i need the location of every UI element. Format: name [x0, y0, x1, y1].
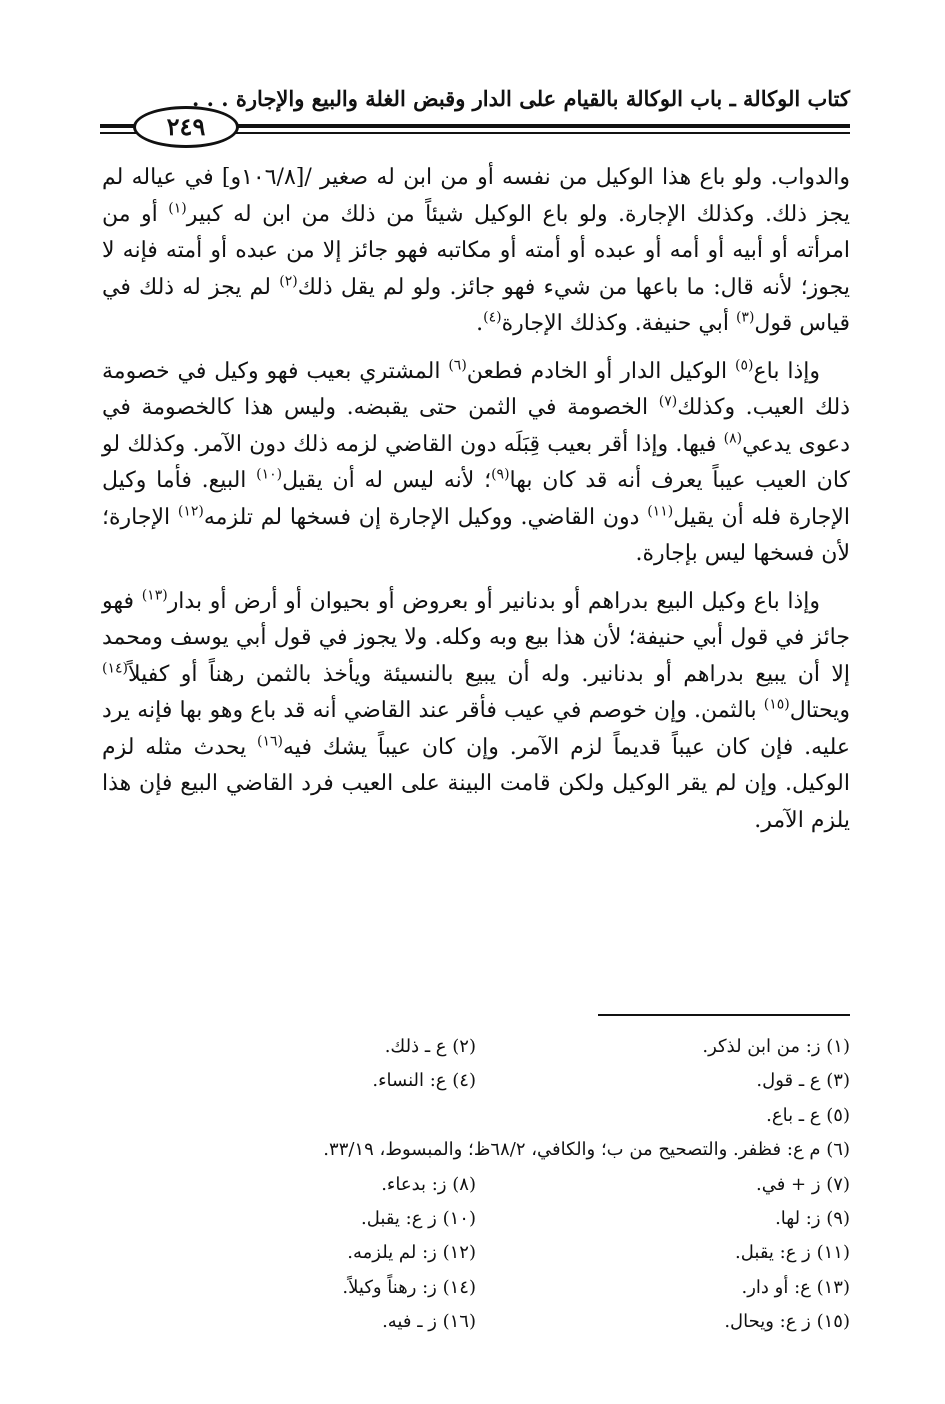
text-run: يحدث مثله لزم الوكيل. وإن لم يقر الوكيل ولكن قامت البينة على العيب فرد القاضي البيع فإن هذا يلزم الآمر. [102, 734, 850, 833]
footnote-marker: (٢) [279, 273, 298, 290]
footnote-marker: (٤) [483, 309, 502, 326]
footnote-15: (١٥) ز ع: ويحال. [724, 1311, 850, 1333]
paragraph-1 [102, 160, 850, 343]
text-run: البيع. فأما وكيل الإجارة فله أن يقيل [102, 468, 850, 530]
footnote-marker: (٨) [723, 430, 743, 447]
footnote-marker: (٩) [491, 466, 510, 483]
paragraph-2 [102, 354, 850, 573]
text-run: وإذا باع [753, 358, 820, 384]
text-run: فيها. وإذا أقر بعيب قِبَلَه دون القاضي لزمه ذلك دون الآمر. وكذلك لو كان العيب عيباً يعرف أنه قد كان بها [102, 431, 850, 493]
footnote-row [102, 1271, 850, 1305]
footnote-11: (١١) ز ع: يقبل. [735, 1242, 850, 1264]
footnote-1: (١) ز: من ابن لذكر. [702, 1036, 850, 1057]
text-run: دون القاضي. ووكيل الإجارة إن فسخها لم تلزمه [203, 504, 648, 530]
text-run: ويحتال [789, 698, 850, 723]
footnote-separator [598, 1014, 850, 1016]
footnote-9: (٩) ز: لها. [775, 1207, 850, 1229]
footnote-2: (٢) ع ـ ذلك. [384, 1036, 476, 1057]
footnotes [102, 1030, 850, 1340]
page-number: ٢٤٩ [133, 106, 239, 148]
footnote-marker: (٣) [735, 309, 755, 326]
footnote-marker: (١٤) [102, 660, 128, 677]
footnote-row [102, 1305, 850, 1339]
text-run: أبي حنيفة. وكذلك الإجارة [501, 311, 736, 336]
running-title: كتاب الوكالة ـ باب الوكالة بالقيام على الدار وقبض الغلة والبيع والإجارة . . . [192, 86, 850, 111]
text-run: . [476, 311, 484, 336]
text-run: والدواب. ولو باع هذا الوكيل من نفسه أو من ابن له صغير /[١٠٦/٨و] في عياله لم يجز ذلك. وكذلك الإجارة. ولو باع الوكيل شيئاً من ذلك من ابن له كبير [102, 165, 851, 227]
footnote-12: (١٢) ز: لم يلزمه. [347, 1242, 476, 1264]
footnote-row [102, 1030, 850, 1064]
text-run: ؛ لأنه ليس له أن يقيل [282, 468, 492, 493]
footnote-16: (١٦) ز ـ فيه. [382, 1311, 476, 1333]
footnote-marker: (٧) [658, 393, 678, 410]
footnote-marker: (١) [168, 200, 187, 217]
footnote-row [102, 1064, 850, 1098]
footnote-row [102, 1133, 850, 1167]
footnote-marker: (١٦) [257, 733, 284, 750]
footnote-row [102, 1202, 850, 1236]
footnote-13: (١٣) ع: أو دار. [741, 1276, 850, 1298]
footnote-4: (٤) ع: النساء. [372, 1070, 476, 1092]
footnote-marker: (٥) [735, 357, 754, 374]
footnote-3: (٣) ع ـ قول. [756, 1070, 850, 1092]
footnote-marker: (١١) [647, 503, 674, 520]
main-text [102, 160, 850, 850]
text-run: الوكيل الدار أو الخادم فطعن [466, 358, 736, 384]
paragraph-3 [102, 584, 850, 840]
text-run: وإذا باع وكيل البيع بدراهم أو بدنانير أو بعروض أو بحيوان أو أرض أو بدار [167, 588, 821, 614]
footnote-5: (٥) ع ـ باع. [766, 1104, 850, 1126]
text-run: أو من امرأته أو أبيه أو أمه أو عبده أو أمته أو مكاتبه فهو جائز إلا من عبده أو أمته فإنه لا يجوز؛ لأنه قال: ما باعها من شيء فهو جائز. ولو لم يقل ذلك [102, 201, 850, 300]
footnote-row [102, 1099, 850, 1133]
footnote-marker: (٦) [448, 357, 467, 374]
text-run: الإجارة؛ لأن فسخها ليس بإجارة. [102, 504, 850, 566]
text-run: فهو جائز في قول أبي حنيفة؛ لأن هذا بيع وبه وكله. ولا يجوز في قول أبي يوسف ومحمد إلا أن يبيع بدراهم أو بدنانير. وله أن يبيع بالنسيئة ويأخذ بالثمن رهناً أو كفيلاً [102, 588, 850, 687]
footnote-7: (٧) ز + في. [756, 1173, 850, 1195]
text-run: بالثمن. وإن خوصم في عيب فأقر عند القاضي أنه قد باع وهو بها فإنه يرد عليه. فإن كان عيباً قديماً لزم الآمر. وإن كان عيباً يشك فيه [102, 698, 850, 760]
footnote-14: (١٤) ز: رهناً وكيلاً. [342, 1276, 476, 1298]
footnote-marker: (١٣) [141, 587, 168, 604]
footnote-8: (٨) ز: بدعاء. [381, 1173, 476, 1195]
footnote-row [102, 1236, 850, 1270]
footnote-marker: (١٢) [177, 503, 204, 520]
text-run: الخصومة في الثمن حتى يقبضه. وليس هذا كالخصومة في دعوى يدعي [102, 395, 850, 457]
footnote-10: (١٠) ز ع: يقبل. [361, 1207, 476, 1229]
text-run: المشتري بعيب فهو وكيل في خصومة ذلك العيب. وكذلك [102, 358, 850, 420]
footnote-marker: (١٠) [256, 466, 283, 483]
footnote-6: (٦) م ع: فظفر. والتصحيح من ب؛ والكافي، ٦٨/٢ظ؛ والمبسوط، ٣٣/١٩. [323, 1139, 850, 1161]
footnote-row [102, 1168, 850, 1202]
text-run: لم يجز له ذلك في قياس قول [102, 274, 850, 336]
footnote-marker: (١٥) [763, 696, 790, 713]
